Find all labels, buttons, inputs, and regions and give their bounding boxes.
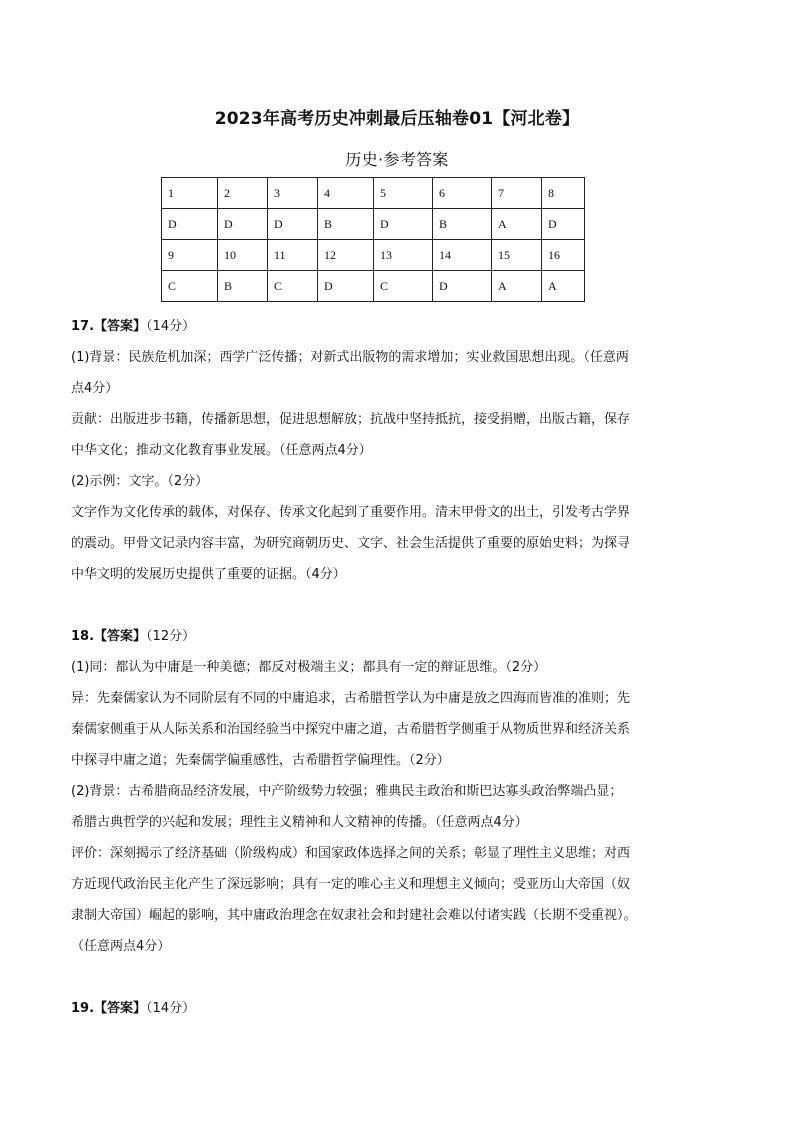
question-number-cell: 13: [374, 240, 433, 271]
answer-line: 点4分）: [71, 381, 119, 396]
answer-key-cell: D: [318, 271, 374, 302]
answer-line: (2)示例：文字。（2分）: [71, 474, 209, 489]
answer-key-cell: C: [268, 271, 318, 302]
answer-line: 方近现代政治民主化产生了深远影响；具有一定的唯心主义和理想主义倾向；受亚历山大帝国（奴: [71, 877, 631, 892]
section-gap: [71, 962, 721, 993]
answer-line: 中华文化；推动文化教育事业发展。（任意两点4分）: [71, 443, 372, 458]
answer-key-cell: C: [162, 271, 218, 302]
answer-label: 【答案】: [94, 629, 147, 644]
page-title: 2023年高考历史冲刺最后压轴卷01【河北卷】: [214, 109, 580, 129]
answer-key-row: [162, 209, 585, 240]
question-number: 19.: [71, 1001, 95, 1016]
question-number: 17.: [71, 319, 95, 334]
answer-line: 贡献：出版进步书籍，传播新思想，促进思想解放；抗战中坚持抵抗，接受捐赠，出版古籍，保存: [71, 412, 631, 427]
answer-key-row: [162, 271, 585, 302]
answer-key-cell: B: [218, 271, 268, 302]
question-number-cell: 16: [542, 240, 585, 271]
question-number-cell: 12: [318, 240, 374, 271]
answer-label: 【答案】: [94, 319, 147, 334]
answer-table: [161, 177, 585, 302]
answer-key-cell: A: [492, 271, 542, 302]
section-gap: [71, 590, 721, 621]
answer-key-cell: A: [492, 209, 542, 240]
answer-key-cell: B: [433, 209, 492, 240]
answer-line: 的震动。甲骨文记录内容丰富，为研究商朝历史、文字、社会生活提供了重要的原始史料；为探寻: [71, 536, 631, 551]
question-number-cell: 14: [433, 240, 492, 271]
page-subtitle: 历史·参考答案: [345, 150, 449, 169]
answer-line: (2)背景：古希腊商品经济发展，中产阶级势力较强；雅典民主政治和斯巴达寡头政治弊端凸显；: [71, 784, 623, 799]
question-number-cell: 7: [492, 178, 542, 209]
question-number-row: [162, 240, 585, 271]
question-number-cell: 2: [218, 178, 268, 209]
question-number-cell: 15: [492, 240, 542, 271]
score-label: （14分）: [146, 1001, 196, 1016]
answer-key-cell: D: [433, 271, 492, 302]
answer-line: 评价：深刻揭示了经济基础（阶级构成）和国家政体选择之间的关系；彰显了理性主义思维；对西: [71, 846, 631, 861]
answer-line: 隶制大帝国）崛起的影响，其中庸政治理念在奴隶社会和封建社会难以付诸实践（长期不受重视）。: [71, 908, 637, 923]
answer-label: 【答案】: [94, 1001, 147, 1016]
answer-line: (1)同：都认为中庸是一种美德；都反对极端主义；都具有一定的辩证思维。（2分）: [71, 660, 547, 675]
question-number-cell: 6: [433, 178, 492, 209]
answer-key-cell: B: [318, 209, 374, 240]
question-number-cell: 4: [318, 178, 374, 209]
answer-key-cell: D: [542, 209, 585, 240]
score-label: （14分）: [146, 319, 196, 334]
question-17-heading: [71, 311, 721, 342]
answer-line: 秦儒家侧重于从人际关系和治国经验当中探究中庸之道，古希腊哲学侧重于从物质世界和经济关系: [71, 722, 631, 737]
question-18-heading: [71, 621, 721, 652]
answer-line: 中探寻中庸之道；先秦儒学偏重感性，古希腊哲学偏理性。（2分）: [71, 753, 450, 768]
answer-content: [71, 311, 721, 1024]
question-number-cell: 8: [542, 178, 585, 209]
answer-key-cell: D: [268, 209, 318, 240]
question-17-body: [71, 342, 721, 590]
question-number-cell: 1: [162, 178, 218, 209]
question-number-cell: 10: [218, 240, 268, 271]
question-number-cell: 3: [268, 178, 318, 209]
answer-line: 文字作为文化传承的载体，对保存、传承文化起到了重要作用。清末甲骨文的出土，引发考古学界: [71, 505, 631, 520]
answer-key-cell: D: [374, 209, 433, 240]
question-number-row: [162, 178, 585, 209]
question-19-heading: [71, 993, 721, 1024]
answer-line: 异：先秦儒家认为不同阶层有不同的中庸追求，古希腊哲学认为中庸是放之四海而皆准的准则；先: [71, 691, 631, 706]
answer-line: (1)背景：民族危机加深；西学广泛传播；对新式出版物的需求增加；实业救国思想出现。（任意两: [71, 350, 629, 365]
question-number-cell: 11: [268, 240, 318, 271]
answer-line: 中华文明的发展历史提供了重要的证据。（4分）: [71, 567, 346, 582]
question-number: 18.: [71, 629, 95, 644]
question-number-cell: 5: [374, 178, 433, 209]
answer-line: （任意两点4分）: [71, 939, 171, 954]
answer-line: 希腊古典哲学的兴起和发展；理性主义精神和人文精神的传播。（任意两点4分）: [71, 815, 528, 830]
answer-key-cell: C: [374, 271, 433, 302]
answer-key-cell: D: [218, 209, 268, 240]
score-label: （12分）: [146, 629, 196, 644]
question-18-body: [71, 652, 721, 962]
answer-key-cell: A: [542, 271, 585, 302]
answer-key-cell: D: [162, 209, 218, 240]
question-number-cell: 9: [162, 240, 218, 271]
